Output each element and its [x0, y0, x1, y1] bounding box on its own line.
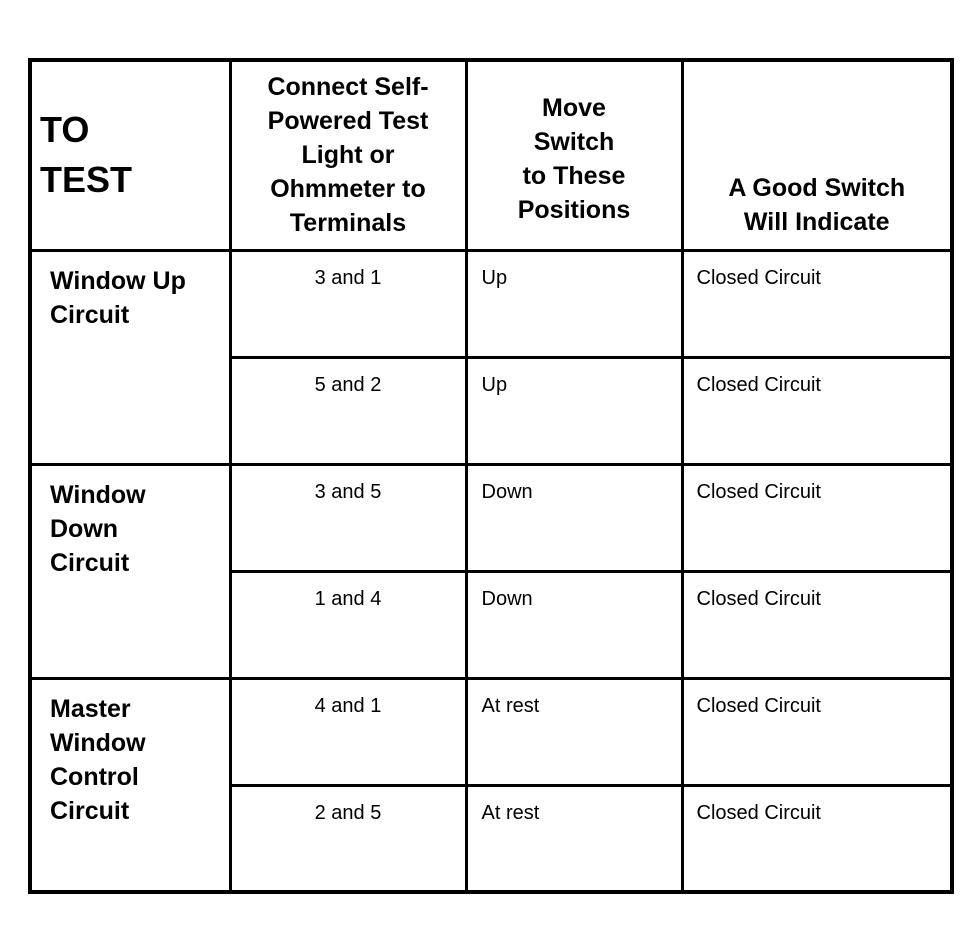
header-connect-line: Powered Test [267, 107, 429, 136]
switch-test-table [28, 58, 954, 894]
header-move-line: to These [522, 162, 626, 191]
header-move-line: Positions [517, 196, 631, 225]
circuit-name-line: Window [50, 480, 146, 509]
terminals-cell: 3 and 5 [230, 464, 466, 571]
header-move-line: Move [542, 94, 606, 123]
header-connect-line: Connect Self- [267, 73, 429, 102]
circuit-name-line: Window Up [50, 266, 186, 295]
circuit-name-line: Master [50, 694, 131, 723]
indication-cell: Closed Circuit [682, 250, 952, 357]
circuit-name-line: Circuit [50, 796, 130, 825]
header-good-switch [682, 60, 952, 250]
circuit-name-line: Circuit [50, 548, 130, 577]
circuit-name-line: Window [50, 728, 146, 757]
table-row [30, 464, 952, 571]
circuit-name-window-up [30, 250, 230, 464]
terminals-cell: 3 and 1 [230, 250, 466, 357]
indication-cell: Closed Circuit [682, 785, 952, 892]
header-to-test-line: TO [40, 109, 90, 151]
header-to-test-line: TEST [40, 159, 133, 201]
terminals-cell: 5 and 2 [230, 357, 466, 464]
terminals-cell: 4 and 1 [230, 678, 466, 785]
position-cell: Up [466, 357, 682, 464]
circuit-name-line: Down [50, 514, 119, 543]
circuit-name-master-window-control [30, 678, 230, 892]
circuit-name-line: Circuit [50, 300, 130, 329]
circuit-name-line: Control [50, 762, 139, 791]
header-good-line: A Good Switch [728, 173, 906, 202]
indication-cell: Closed Circuit [682, 464, 952, 571]
terminals-cell: 1 and 4 [230, 571, 466, 678]
position-cell: Down [466, 464, 682, 571]
indication-cell: Closed Circuit [682, 357, 952, 464]
header-move-line: Switch [533, 128, 615, 157]
header-to-test [30, 60, 230, 250]
header-connect-line: Ohmmeter to [270, 175, 426, 204]
position-cell: At rest [466, 678, 682, 785]
header-connect-line: Light or [301, 141, 395, 170]
indication-cell: Closed Circuit [682, 678, 952, 785]
table-row [30, 678, 952, 785]
circuit-name-window-down [30, 464, 230, 678]
header-move-switch [466, 60, 682, 250]
header-row [30, 60, 952, 250]
position-cell: Up [466, 250, 682, 357]
header-good-line: Will Indicate [743, 207, 890, 236]
table-row [30, 250, 952, 357]
position-cell: Down [466, 571, 682, 678]
terminals-cell: 2 and 5 [230, 785, 466, 892]
header-connect-terminals [230, 60, 466, 250]
indication-cell: Closed Circuit [682, 571, 952, 678]
header-connect-line: Terminals [289, 209, 407, 238]
position-cell: At rest [466, 785, 682, 892]
